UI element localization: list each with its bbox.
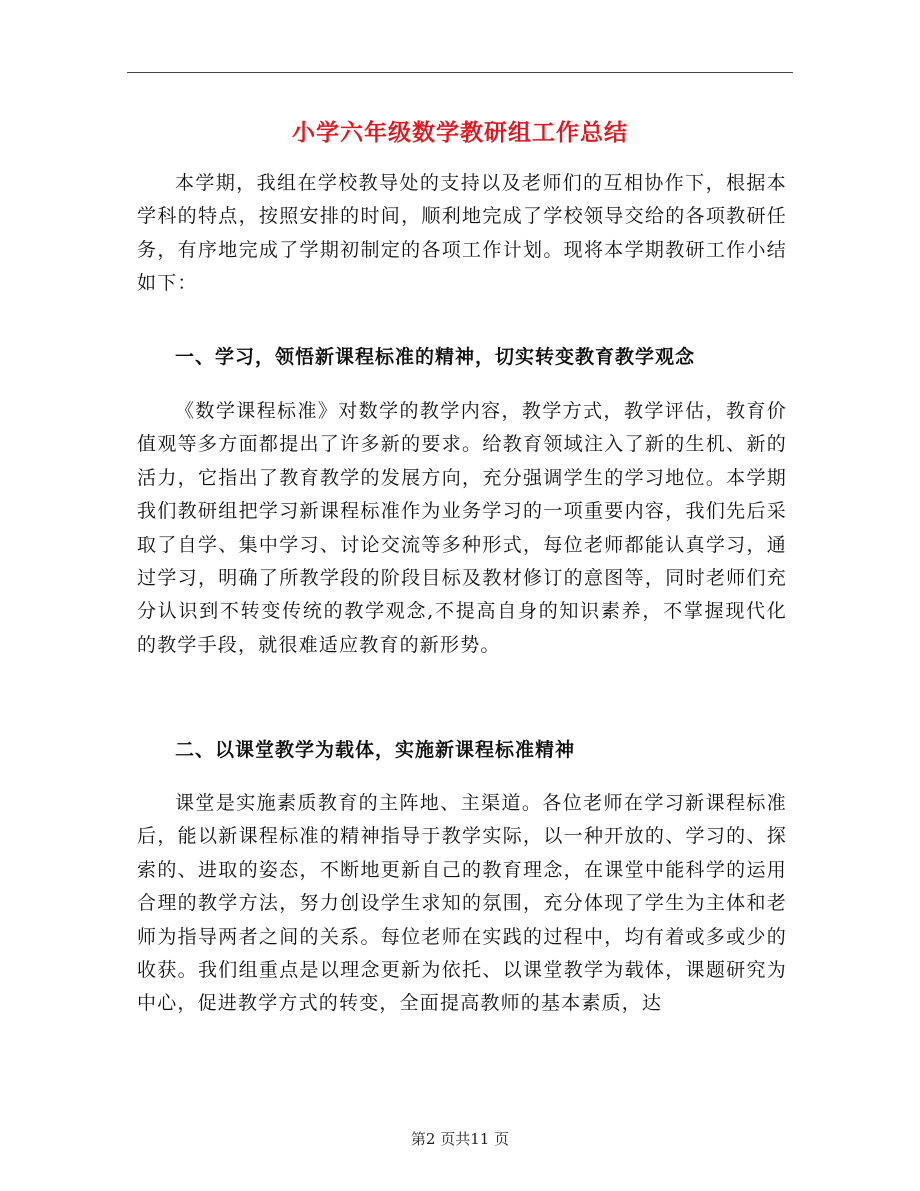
section-2-block	[137, 787, 787, 1021]
section-1-block	[137, 395, 787, 662]
section-1-heading: 一、学习，领悟新课程标准的精神，切实转变教育教学观念	[175, 346, 696, 368]
section-2-paragraph: 课堂是实施素质教育的主阵地、主渠道。各位老师在学习新课程标准后，能以新课程标准的精神指导于教学实际，以一种开放的、学习的、探索的、进取的姿态，不断地更新自己的教育理念，在课堂中能科学的运用合理的教学方法，努力创设学生求知的氛围，充分体现了学生为主体和老师为指导两者之间的关系。每位老师在实践的过程中，均有着或多或少的收获。我们组重点是以理念更新为依托、以课堂教学为载体，课题研究为中心，促进教学方式的转变，全面提高教师的基本素质，达	[137, 792, 787, 1015]
section-2-heading: 二、以课堂教学为载体，实施新课程标准精神	[175, 739, 576, 761]
section-2-heading-block	[137, 734, 787, 767]
section-1-paragraph: 《数学课程标准》对数学的教学内容，教学方式，教学评估，教育价值观等多方面都提出了许多新的要求。给教育领域注入了新的生机、新的活力，它指出了教育教学的发展方向，充分强调学生的学习地位。本学期我们教研组把学习新课程标准作为业务学习的一项重要内容，我们先后采取了自学、集中学习、讨论交流等多种形式，每位老师都能认真学习，通过学习，明确了所教学段的阶段目标及教材修订的意图等，同时老师们充分认识到不转变传统的教学观念,不提高自身的知识素养，不掌握现代化的教学手段，就很难适应教育的新形势。	[137, 400, 787, 656]
page-number: 第2 页共11 页	[410, 1130, 510, 1148]
intro-block	[137, 167, 787, 301]
header-rule	[127, 72, 793, 73]
section-1-heading-block	[137, 341, 787, 374]
document-title: 小学六年级数学教研组工作总结	[292, 120, 628, 146]
intro-paragraph: 本学期，我组在学校教导处的支持以及老师们的互相协作下，根据本学科的特点，按照安排的时间，顺利地完成了学校领导交给的各项教研任务，有序地完成了学期初制定的各项工作计划。现将本学期教研工作小结如下：	[137, 172, 787, 295]
